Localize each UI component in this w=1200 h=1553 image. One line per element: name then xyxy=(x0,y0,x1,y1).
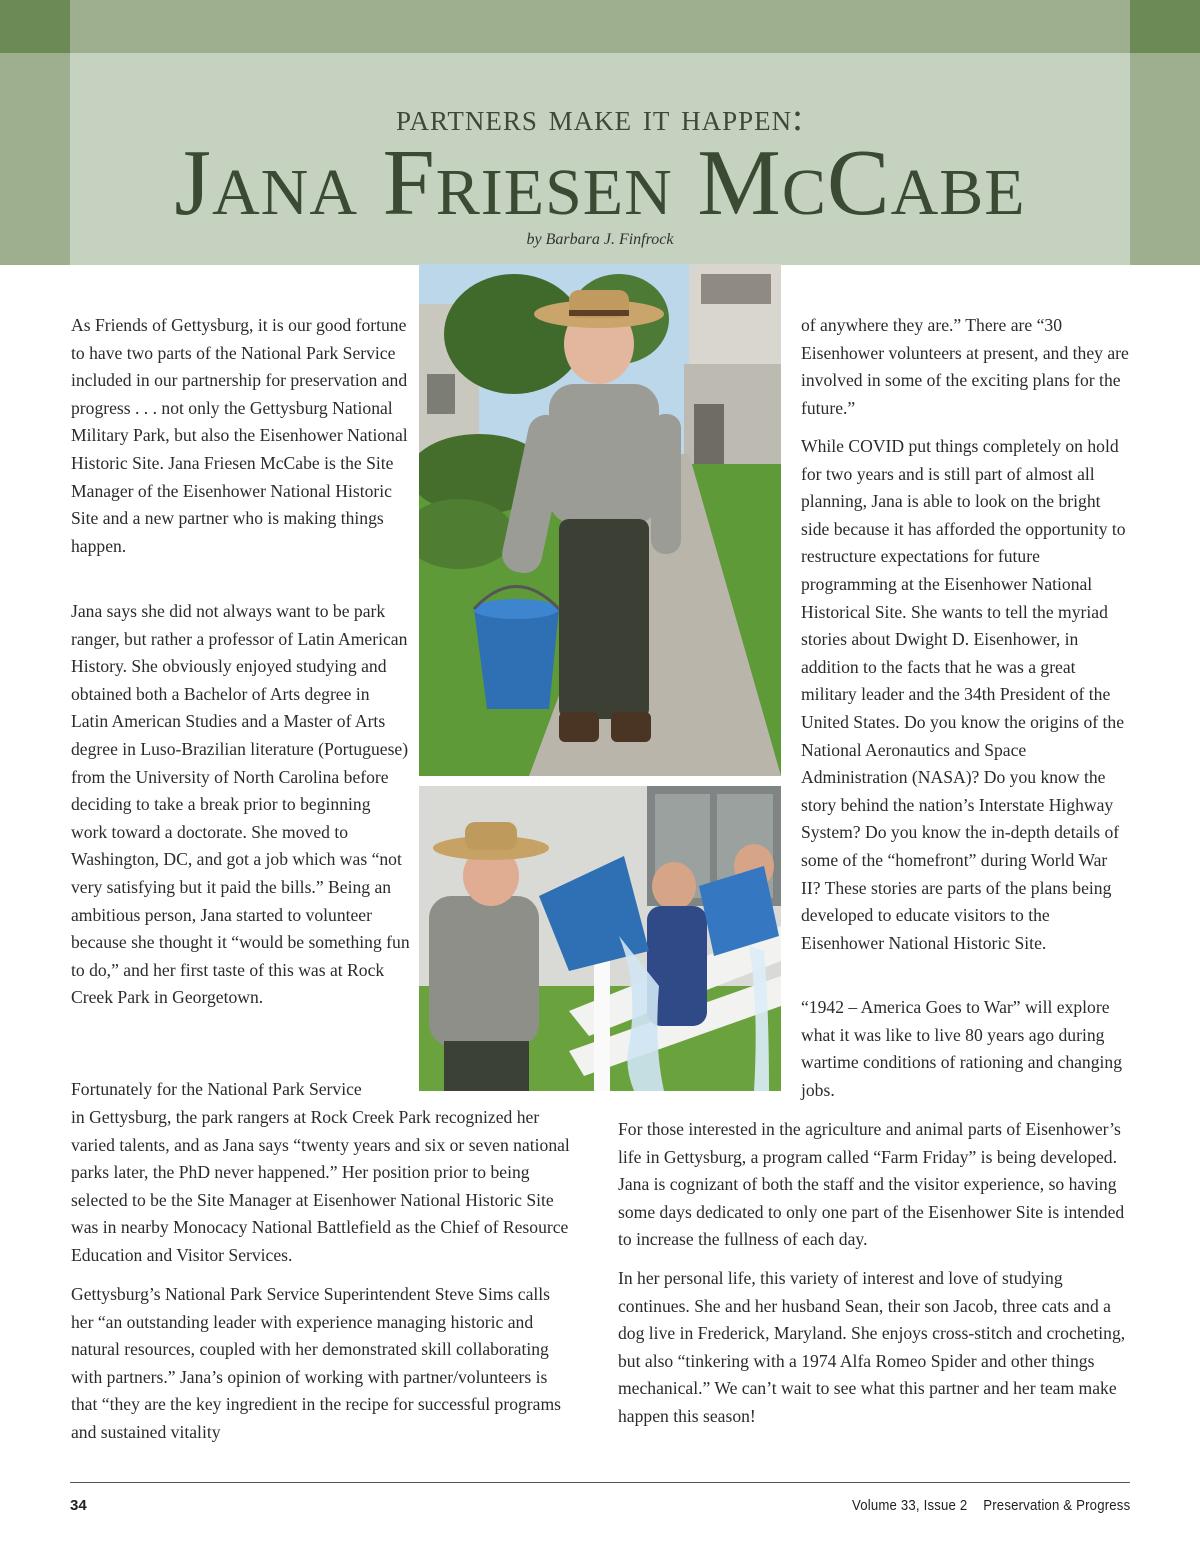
article-kicker: partners make it happen: xyxy=(395,96,805,139)
header-side-left xyxy=(0,53,70,265)
footer-rule xyxy=(70,1482,1130,1483)
header-corner-right xyxy=(1130,0,1200,53)
paragraph-intro: As Friends of Gettysburg, it is our good fortune to have two parts of the National Park Service included in our partnership for preservation and progress . . . not only the Gettysburg National Military Park, but also the Eisenhower National Historic Site. Jana Friesen McCabe is the Site Manager of the Eisenhower National Historic Site and a new partner who is making things happen. xyxy=(71,315,408,556)
publication-name: Preservation & Progress xyxy=(982,1497,1130,1514)
article-byline: by Barbara J. Finfrock xyxy=(526,231,674,248)
paragraph-personal-life: In her personal life, this variety of interest and love of studying continues. She and her husband Sean, their son Jacob, three cats and a dog live in Frederick, Maryland. She enjoys cross-stitch and crocheting, but also “tinkering with a 1974 Alfa Romeo Spider and other things mechanical.” We can’t wait to see what this partner and her team make happen this season! xyxy=(618,1268,1126,1426)
paragraph-covid-plans: While COVID put things completely on hold for two years and is still part of almost all planning, Jana is able to look on the bright side because it has afforded the opportunity to restructure expectations for future programming at the Eisenhower National Historical Site. She wants to tell the myriad stories about Dwight D. Eisenhower, in addition to the facts that he was a great military leader and the 34th President of the United States. Do you know the origins of the National Aeronautics and Space Administration (NASA)? Do you know the story behind the nation’s Interstate Highway System? Do you know the in-depth details of some of the “homefront” during World War II? These stories are parts of the plans being developed to educate visitors to the Eisenhower National Historic Site. xyxy=(801,436,1126,953)
page-number: 34 xyxy=(70,1497,87,1514)
paragraph-rock-creek: in Gettysburg, the park rangers at Rock Creek Park recognized her varied talents, and as Jana says “twenty years and six or seven national parks later, the PhD never happened.” Her position prior to being selected to be the Site Manager at Eisenhower National Historic Site was in nearby Monocacy National Battlefield as the Chief of Resource Education and Visitor Services. xyxy=(71,1107,570,1265)
article-title: Jana Friesen McCabe xyxy=(174,131,1026,235)
paragraph-superintendent-quote: Gettysburg’s National Park Service Superintendent Steve Sims calls her “an outstanding leader with experience managing historic and natural resources, coupled with her demonstrated skill collaborating with partners.” Jana’s opinion of working with partner/volunteers is that “they are the key ingredient in the recipe for successful programs and sustained vitality xyxy=(71,1284,561,1442)
header-top-band xyxy=(0,0,1200,53)
paragraph-rock-creek-first-line: Fortunately for the National Park Service xyxy=(71,1079,362,1099)
photo-ranger-with-bucket xyxy=(419,264,781,776)
header-side-right xyxy=(1130,53,1200,265)
header-corner-left xyxy=(0,0,70,53)
paragraph-farm-friday: For those interested in the agriculture and animal parts of Eisenhower’s life in Gettysburg, a program called “Farm Friday” is being developed. Jana is cognizant of both the staff and the visitor experience, so having some days dedicated to only one part of the Eisenhower Site is intended to increase the fullness of each day. xyxy=(618,1119,1125,1250)
paragraph-america-goes-to-war: “1942 – America Goes to War” will explore what it was like to live 80 years ago during wartime conditions of rationing and changing jobs. xyxy=(801,997,1123,1100)
footer-issue-info xyxy=(836,1497,1130,1514)
paragraph-volunteers: of anywhere they are.” There are “30 Eisenhower volunteers at present, and they are involved in some of the exciting plans for the future.” xyxy=(801,315,1129,418)
issue-label: Volume 33, Issue 2 xyxy=(851,1497,968,1514)
paragraph-background: Jana says she did not always want to be park ranger, but rather a professor of Latin American History. She obviously enjoyed studying and obtained both a Bachelor of Arts degree in Latin American Studies and a Master of Arts degree in Luso-Brazilian literature (Portuguese) from the University of North Carolina before deciding to take a break prior to beginning work toward a doctorate. She moved to Washington, DC, and got a job which was “not very satisfying but it paid the bills.” Being an ambitious person, Jana started to volunteer because she thought it “would be something fun to do,” and her first taste of this was at Rock Creek Park in Georgetown. xyxy=(71,601,410,1008)
photo-pouring-water xyxy=(419,786,781,1091)
